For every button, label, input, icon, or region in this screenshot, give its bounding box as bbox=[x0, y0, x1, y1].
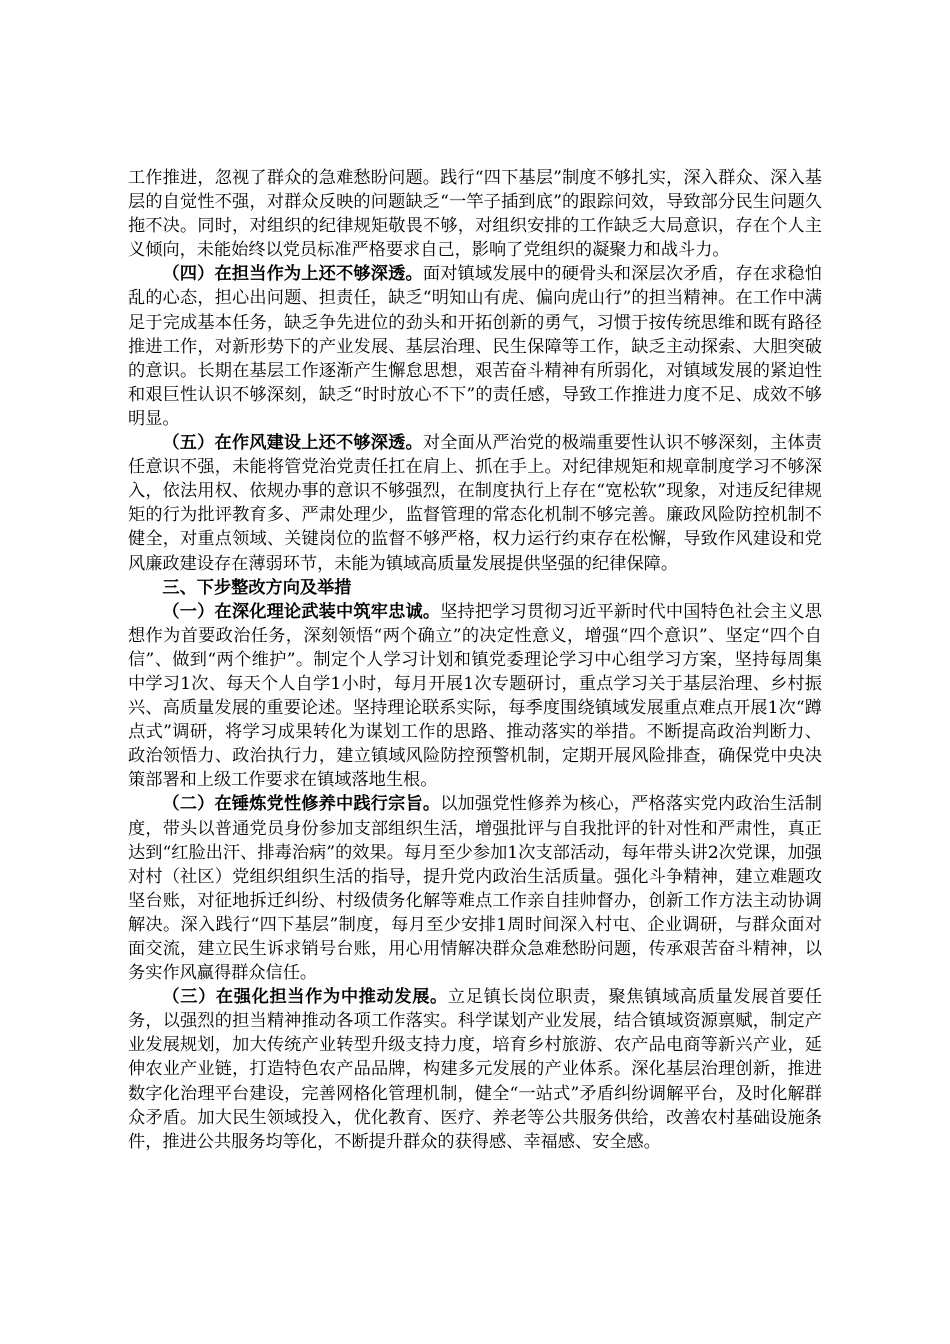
paragraph-text: 面对镇域发展中的硬骨头和深层次矛盾，存在求稳怕乱的心态，担心出问题、担责任，缺乏“明知山有虎、偏向虎山行”的担当精神。在工作中满足于完成基本任务，缺乏争先进位的劲头和开拓创新的勇气，习惯于按传统思维和既有路径推进工作，对新形势下的产业发展、基层治理、民生保障等工作，缺乏主动探索、大胆突破的意识。长期在基层工作逐渐产生懈怠思想，艰苦奋斗精神有所弱化，对镇域发展的紧迫性和艰巨性认识不够深刻，缺乏“时时放心不下”的责任感，导致工作推进力度不足、成效不够明显。 bbox=[128, 264, 822, 429]
paragraph-text: 坚持把学习贯彻习近平新时代中国特色社会主义思想作为首要政治任务，深刻领悟“两个确立”的决定性意义，增强“四个意识”、坚定“四个自信”、做到“两个维护”。制定个人学习计划和镇党委理论学习中心组学习方案，坚持每周集中学习1次、每天个人自学1小时，每月开展1次专题研讨，重点学习关于基层治理、乡村振兴、高质量发展的重要论述。坚持理论联系实际，每季度围绕镇域发展重点难点开展1次“蹲点式”调研，将学习成果转化为谋划工作的思路、推动落实的举措。不断提高政治判断力、政治领悟力、政治执行力，建立镇域风险防控预警机制，定期开展风险排查，确保党中央决策部署和上级工作要求在镇域落地生根。 bbox=[128, 601, 822, 791]
paragraph-measure-1 bbox=[128, 600, 822, 793]
section-heading: 三、下步整改方向及举措 bbox=[162, 577, 352, 598]
paragraph-text: 工作推进，忽视了群众的急难愁盼问题。践行“四下基层”制度不够扎实，深入群众、深入基层的自觉性不强，对群众反映的问题缺乏“一竿子插到底”的跟踪问效，导致部分民生问题久拖不决。同时，对组织的纪律规矩敬畏不够，对组织安排的工作缺乏大局意识，存在个人主义倾向，未能始终以党员标准严格要求自己，影响了党组织的凝聚力和战斗力。 bbox=[128, 168, 822, 261]
document-page bbox=[128, 166, 822, 1154]
paragraph-lead: （二）在锤炼党性修养中践行宗旨。 bbox=[162, 794, 441, 815]
paragraph-lead: （四）在担当作为上还不够深透。 bbox=[162, 264, 423, 285]
paragraph-item-5 bbox=[128, 431, 822, 576]
paragraph-text: 立足镇长岗位职责，聚焦镇域高质量发展首要任务，以强烈的担当精神推动各项工作落实。科学谋划产业发展，结合镇域资源禀赋，制定产业发展规划，加大传统产业转型升级支持力度，培育乡村旅游、农产品电商等新兴产业，延伸农业产业链，打造特色农产品品牌，构建多元发展的产业体系。深化基层治理创新，推进数字化治理平台建设，完善网格化管理机制，健全“一站式”矛盾纠纷调解平台，及时化解群众矛盾。加大民生领域投入，优化教育、医疗、养老等公共服务供给，改善农村基础设施条件，推进公共服务均等化，不断提升群众的获得感、幸福感、安全感。 bbox=[128, 987, 822, 1152]
paragraph-lead: （三）在强化担当作为中推动发展。 bbox=[162, 987, 448, 1008]
paragraph-lead: （一）在深化理论武装中筑牢忠诚。 bbox=[162, 601, 441, 622]
paragraph-measure-3 bbox=[128, 985, 822, 1154]
paragraph-lead: （五）在作风建设上还不够深透。 bbox=[162, 433, 423, 454]
paragraph-continued bbox=[128, 166, 822, 262]
paragraph-item-4 bbox=[128, 262, 822, 431]
paragraph-text: 以加强党性修养为核心，严格落实党内政治生活制度，带头以普通党员身份参加支部组织生活，增强批评与自我批评的针对性和严肃性，真正达到“红脸出汗、排毒治病”的效果。每月至少参加1次支部活动，每年带头讲2次党课，加强对村（社区）党组织组织生活的指导，提升党内政治生活质量。强化斗争精神，建立难题攻坚台账，对征地拆迁纠纷、村级债务化解等难点工作亲自挂帅督办，创新工作方法主动协调解决。深入践行“四下基层”制度，每月至少安排1周时间深入村屯、企业调研，与群众面对面交流，建立民生诉求销号台账，用心用情解决群众急难愁盼问题，传承艰苦奋斗精神，以务实作风赢得群众信任。 bbox=[128, 794, 822, 984]
paragraph-text: 对全面从严治党的极端重要性认识不够深刻，主体责任意识不强，未能将管党治党责任扛在肩上、抓在手上。对纪律规矩和规章制度学习不够深入，依法用权、依规办事的意识不够强烈，在制度执行上存在“宽松软”现象，对违反纪律规矩的行为批评教育多、严肃处理少，监督管理的常态化机制不够完善。廉政风险防控机制不健全，对重点领域、关键岗位的监督不够严格，权力运行约束存在松懈，导致作风建设和党风廉政建设存在薄弱环节，未能为镇域高质量发展提供坚强的纪律保障。 bbox=[128, 433, 822, 574]
paragraph-measure-2 bbox=[128, 792, 822, 985]
